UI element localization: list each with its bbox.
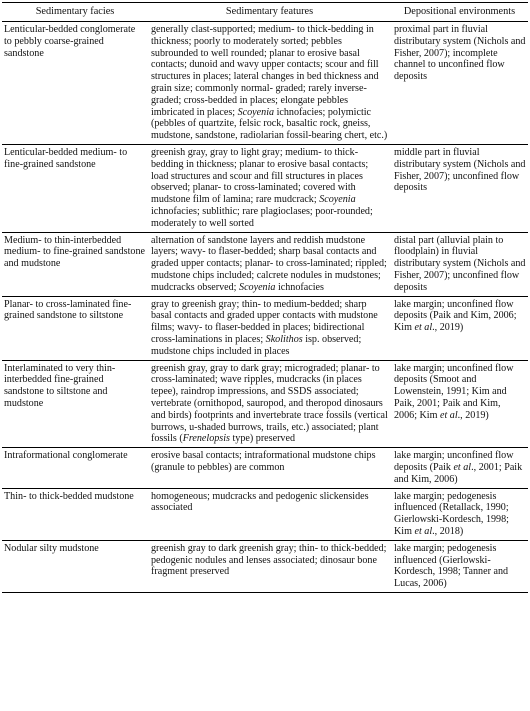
table-row	[2, 296, 528, 360]
features-cell: generally clast-supported; medium- to thick-bedding in thickness; poorly to moderately sorted; pebbles subrounded to well rounded; planar to erosive basal contacts; dunoid and wavy upper contacts; scour and fill structures in places; lateral changes in bed thickness and grain size; commonly normal- graded; rarely inverse-graded; cross-bedded in places; elongate pebbles imbricated in places; Scoyenia ichnofacies; polymictic (pebbles of quartzite, felsic rock, basaltic rock, gneiss, mudstone, sandstone, radiolarian fossil-bearing chert, etc.)	[148, 22, 391, 145]
features-cell: greenish gray, gray to light gray; medium- to thick-bedding in thickness; planar to erosive basal contacts; load structures and scour and fill structures in places observed; planar- to cross-laminated; covered with mudstone film of lamina; rare mudcrack; Scoyenia ichnofacies; sublithic; rare plagioclases; poor-rounded; moderately to well sorted	[148, 145, 391, 233]
table-row	[2, 448, 528, 488]
facies-cell: Thin- to thick-bedded mudstone	[2, 488, 148, 540]
header-environments: Depositional environments	[391, 3, 528, 22]
features-cell: homogeneous; mudcracks and pedogenic slickensides associated	[148, 488, 391, 540]
environment-cell: proximal part in fluvial distributary system (Nichols and Fisher, 2007); incomplete channel to unconfined flow deposits	[391, 22, 528, 145]
table-body	[2, 22, 528, 593]
features-cell: greenish gray to dark greenish gray; thin- to thick-bedded; pedogenic nodules and lenses associated; dinosaur bone fragment preserved	[148, 540, 391, 592]
environment-cell: middle part in fluvial distributary system (Nichols and Fisher, 2007); unconfined flow deposits	[391, 145, 528, 233]
facies-cell: Medium- to thin-interbedded medium- to fine-grained sandstone and mudstone	[2, 232, 148, 296]
facies-cell: Planar- to cross-laminated fine-grained sandstone to siltstone	[2, 296, 148, 360]
features-cell: erosive basal contacts; intraformational mudstone chips (granule to pebbles) are common	[148, 448, 391, 488]
features-cell: greenish gray, gray to dark gray; micrograded; planar- to cross-laminated; wave ripples, mudcracks (in places tepee), raindrop impressions, and SSDS associated; vertebrate (ornithopod, sauropod, and theropod dinosaurs and birds) footprints and invertebrate trace fossils (vertical burrows, u-shaded burrows, trails, etc.) associated; plant fossils (Frenelopsis type) preserved	[148, 360, 391, 448]
facies-cell: Intraformational conglomerate	[2, 448, 148, 488]
table-row	[2, 145, 528, 233]
facies-cell: Nodular silty mudstone	[2, 540, 148, 592]
table-row	[2, 232, 528, 296]
environment-cell: lake margin; unconfined flow deposits (Paik et al., 2001; Paik and Kim, 2006)	[391, 448, 528, 488]
table-row	[2, 540, 528, 592]
environment-cell: lake margin; pedogenesis influenced (Retallack, 1990; Gierlowski-Kordesch, 1998; Kim et al., 2018)	[391, 488, 528, 540]
environment-cell: distal part (alluvial plain to floodplain) in fluvial distributary system (Nichols and Fisher, 2007); unconfined flow deposits	[391, 232, 528, 296]
facies-cell: Interlaminated to very thin-interbedded fine-grained sandstone to siltstone and mudstone	[2, 360, 148, 448]
table-row	[2, 360, 528, 448]
environment-cell: lake margin; pedogenesis influenced (Gierlowski-Kordesch, 1998; Tanner and Lucas, 2006)	[391, 540, 528, 592]
facies-cell: Lenticular-bedded conglomerate to pebbly coarse-grained sandstone	[2, 22, 148, 145]
header-features: Sedimentary features	[148, 3, 391, 22]
table-row	[2, 22, 528, 145]
facies-cell: Lenticular-bedded medium- to fine-grained sandstone	[2, 145, 148, 233]
facies-table	[2, 2, 528, 593]
environment-cell: lake margin; unconfined flow deposits (Smoot and Lowenstein, 1991; Kim and Paik, 2001; Paik and Kim, 2006; Kim et al., 2019)	[391, 360, 528, 448]
table-row	[2, 488, 528, 540]
header-row	[2, 3, 528, 22]
features-cell: gray to greenish gray; thin- to medium-bedded; sharp basal contacts and graded upper contacts with mudstone films; wavy- to flaser-bedded in places; bidirectional cross-laminations in places; Skolithos isp. observed; mudstone chips included in places	[148, 296, 391, 360]
features-cell: alternation of sandstone layers and reddish mudstone layers; wavy- to flaser-bedded; sharp basal contacts and graded upper contacts; planar- to cross-laminated; rippled; mudstone chips included; calcrete nodules in mudstones; mudcracks observed; Scoyenia ichnofacies	[148, 232, 391, 296]
header-facies: Sedimentary facies	[2, 3, 148, 22]
environment-cell: lake margin; unconfined flow deposits (Paik and Kim, 2006; Kim et al., 2019)	[391, 296, 528, 360]
